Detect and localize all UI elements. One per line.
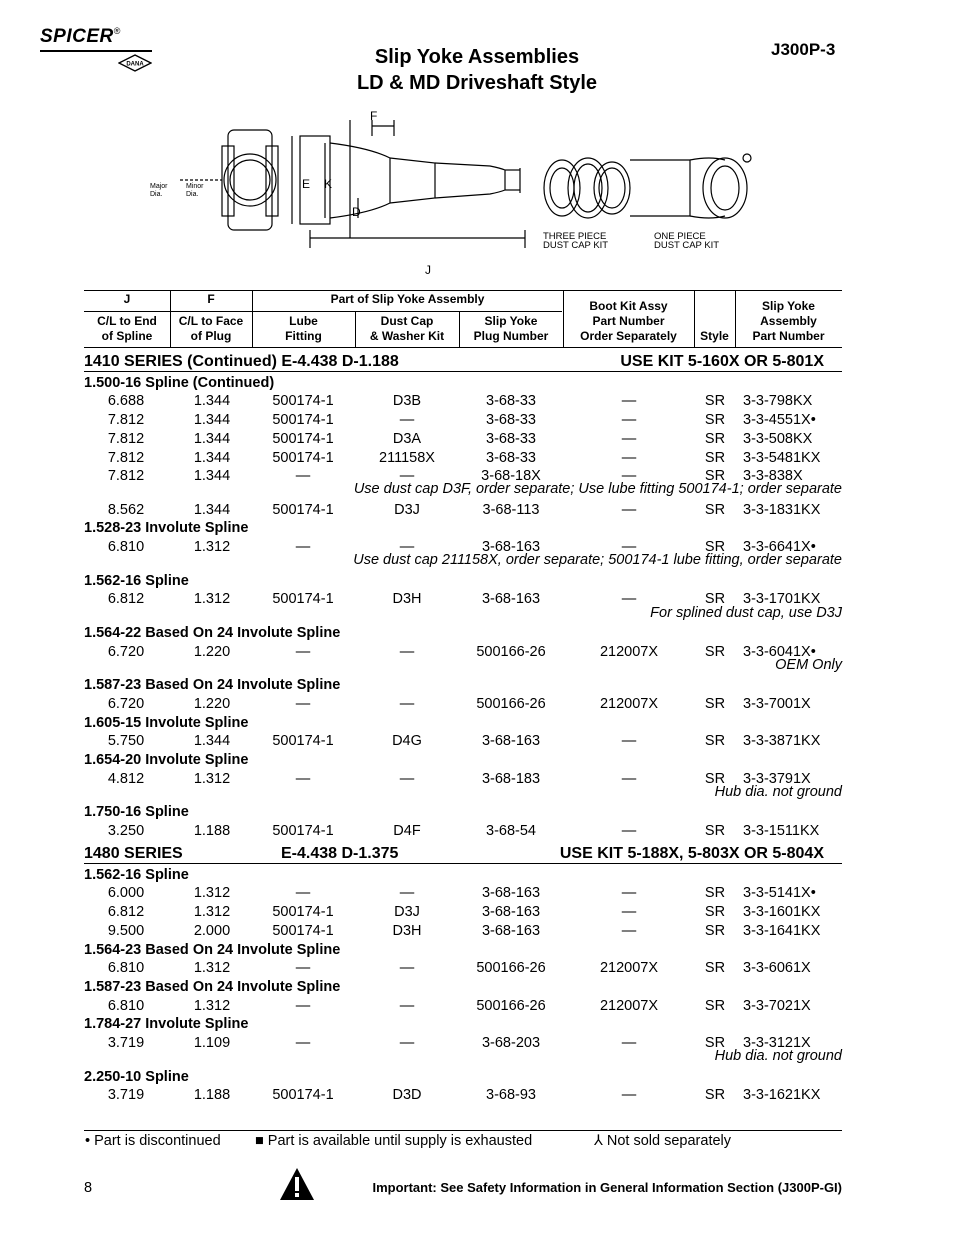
table-row: 6.810 1.312 — — 3-68-163 — SR 3-3-6641X• xyxy=(107,539,816,555)
table-row: 9.500 2.000 500174-1 D3H 3-68-163 — SR 3-3-1641KX xyxy=(107,923,821,939)
col-group: Part of Slip Yoke Assembly xyxy=(330,292,485,306)
group-name: 1.605-15 Involute Spline xyxy=(84,715,249,731)
section-title-1410: 1410 SERIES (Continued) E-4.438 D-1.188 xyxy=(84,353,399,370)
table-row: 6.810 1.312 — — 500166-26 212007X SR 3-3-6061X xyxy=(107,960,811,976)
group-name: 1.564-22 Based On 24 Involute Spline xyxy=(84,625,341,641)
col-style: Style xyxy=(700,329,729,343)
table-row: 3.719 1.109 — — 3-68-203 — SR 3-3-3121X xyxy=(107,1035,811,1051)
row-note: Use dust cap 211158X, order separate; 500174-1 lube fitting, order separate xyxy=(353,552,842,568)
legend-not-sold: ⅄ Not sold separately xyxy=(594,1133,732,1149)
registered-mark: ® xyxy=(113,26,121,36)
section-dims-1480: E-4.438 D-1.375 xyxy=(281,845,399,862)
group-name: 1.564-23 Based On 24 Involute Spline xyxy=(84,942,341,958)
brand-name: SPICER xyxy=(40,26,114,47)
minor-dia-1: Minor xyxy=(186,183,204,190)
group-name: 1.750-16 Spline xyxy=(84,804,189,820)
one-piece-1: ONE PIECE xyxy=(654,231,706,242)
group-name: 1.562-16 Spline xyxy=(84,573,189,589)
table-row: 4.812 1.312 — — 3-68-183 — SR 3-3-3791X xyxy=(107,771,811,787)
warning-icon xyxy=(279,1167,315,1201)
label-f: F xyxy=(370,109,378,123)
row-note: Use dust cap D3F, order separate; Use lube fitting 500174-1; order separate xyxy=(353,481,842,497)
col-j-top: J xyxy=(123,292,131,306)
page-number: 8 xyxy=(84,1180,93,1196)
table-row: 7.812 1.344 500174-1 D3A 3-68-33 — SR 3-3-508KX xyxy=(107,431,813,447)
three-piece-1: THREE PIECE xyxy=(543,231,607,242)
row-note: For splined dust cap, use D3J xyxy=(650,605,842,621)
col-dust: Dust Cap & Washer Kit xyxy=(369,314,445,343)
group-name: 1.587-23 Based On 24 Involute Spline xyxy=(84,979,341,995)
legend-discontinued: • Part is discontinued xyxy=(85,1133,221,1149)
group-name: 1.500-16 Spline (Continued) xyxy=(84,375,275,391)
table-row: 7.812 1.344 500174-1 211158X 3-68-33 — SR 3-3-5481KX xyxy=(107,450,821,466)
group-name: 1.784-27 Involute Spline xyxy=(84,1016,249,1032)
table-row: 3.719 1.188 500174-1 D3D 3-68-93 — SR 3-3-1621KX xyxy=(107,1087,821,1103)
table-row: 6.810 1.312 — — 500166-26 212007X SR 3-3-7021X xyxy=(107,998,811,1014)
group-name: 1.562-16 Spline xyxy=(84,867,189,883)
label-e: E xyxy=(302,177,311,191)
table-row: 3.250 1.188 500174-1 D4F 3-68-54 — SR 3-3-1511KX xyxy=(107,823,820,839)
table-row: 6.720 1.220 — — 500166-26 212007X SR 3-3-7001X xyxy=(107,696,811,712)
col-f: C/L to Face of Plug xyxy=(178,314,244,343)
col-j: C/L to End of Spline xyxy=(97,314,157,343)
label-k: K xyxy=(324,177,333,191)
section-title-1480: 1480 SERIES xyxy=(84,845,183,862)
page-title: Slip Yoke Assemblies xyxy=(374,46,580,68)
important-notice: Important: See Safety Information in General Information Section (J300P-GI) xyxy=(372,1180,842,1195)
minor-dia-2: Dia. xyxy=(186,191,199,198)
major-dia-2: Dia. xyxy=(150,191,163,198)
col-boot: Boot Kit Assy Part Number Order Separately xyxy=(580,299,677,343)
three-piece-2: DUST CAP KIT xyxy=(543,240,609,251)
table-row: 6.812 1.312 500174-1 D3H 3-68-163 — SR 3-3-1701KX xyxy=(107,591,821,607)
spicer-logo xyxy=(40,26,144,68)
group-name: 1.587-23 Based On 24 Involute Spline xyxy=(84,677,341,693)
legend-exhausted: ■ Part is available until supply is exhausted xyxy=(255,1133,533,1149)
table-row: 6.000 1.312 — — 3-68-163 — SR 3-3-5141X• xyxy=(107,885,816,901)
label-j: J xyxy=(425,263,431,277)
page-subtitle: LD & MD Driveshaft Style xyxy=(356,72,598,94)
col-f-top: F xyxy=(207,292,215,306)
table-row: 6.720 1.220 — — 500166-26 212007X SR 3-3-6041X• xyxy=(107,644,816,660)
table-row: 5.750 1.344 500174-1 D4G 3-68-163 — SR 3-3-3871KX xyxy=(107,733,821,749)
table-row: 6.688 1.344 500174-1 D3B 3-68-33 — SR 3-3-798KX xyxy=(107,393,813,409)
col-lube: Lube Fitting xyxy=(285,314,322,343)
row-note: Hub dia. not ground xyxy=(714,1048,842,1064)
col-assy: Slip Yoke Assembly Part Number xyxy=(752,299,825,343)
table-row: 7.812 1.344 500174-1 — 3-68-33 — SR 3-3-4551X• xyxy=(107,412,816,428)
col-plug: Slip Yoke Plug Number xyxy=(473,314,549,343)
group-name: 1.654-20 Involute Spline xyxy=(84,752,249,768)
group-name: 2.250-10 Spline xyxy=(84,1069,189,1085)
one-piece-2: DUST CAP KIT xyxy=(654,240,720,251)
doc-number: J300P-3 xyxy=(771,40,836,59)
label-d: D xyxy=(352,205,361,219)
dana-logo-text: DANA xyxy=(126,61,144,68)
row-note: Hub dia. not ground xyxy=(714,784,842,800)
table-row: 8.562 1.344 500174-1 D3J 3-68-113 — SR 3-3-1831KX xyxy=(107,502,821,518)
slip-yoke-diagram xyxy=(150,108,775,280)
section-kit-1410: USE KIT 5-160X OR 5-801X xyxy=(620,353,824,370)
group-name: 1.528-23 Involute Spline xyxy=(84,520,249,536)
table-row: 7.812 1.344 — — 3-68-18X — SR 3-3-838X xyxy=(107,468,803,484)
section-kit-1480: USE KIT 5-188X, 5-803X OR 5-804X xyxy=(559,845,824,862)
row-note: OEM Only xyxy=(775,657,842,673)
major-dia-1: Major xyxy=(150,183,168,190)
table-row: 6.812 1.312 500174-1 D3J 3-68-163 — SR 3-3-1601KX xyxy=(107,904,821,920)
